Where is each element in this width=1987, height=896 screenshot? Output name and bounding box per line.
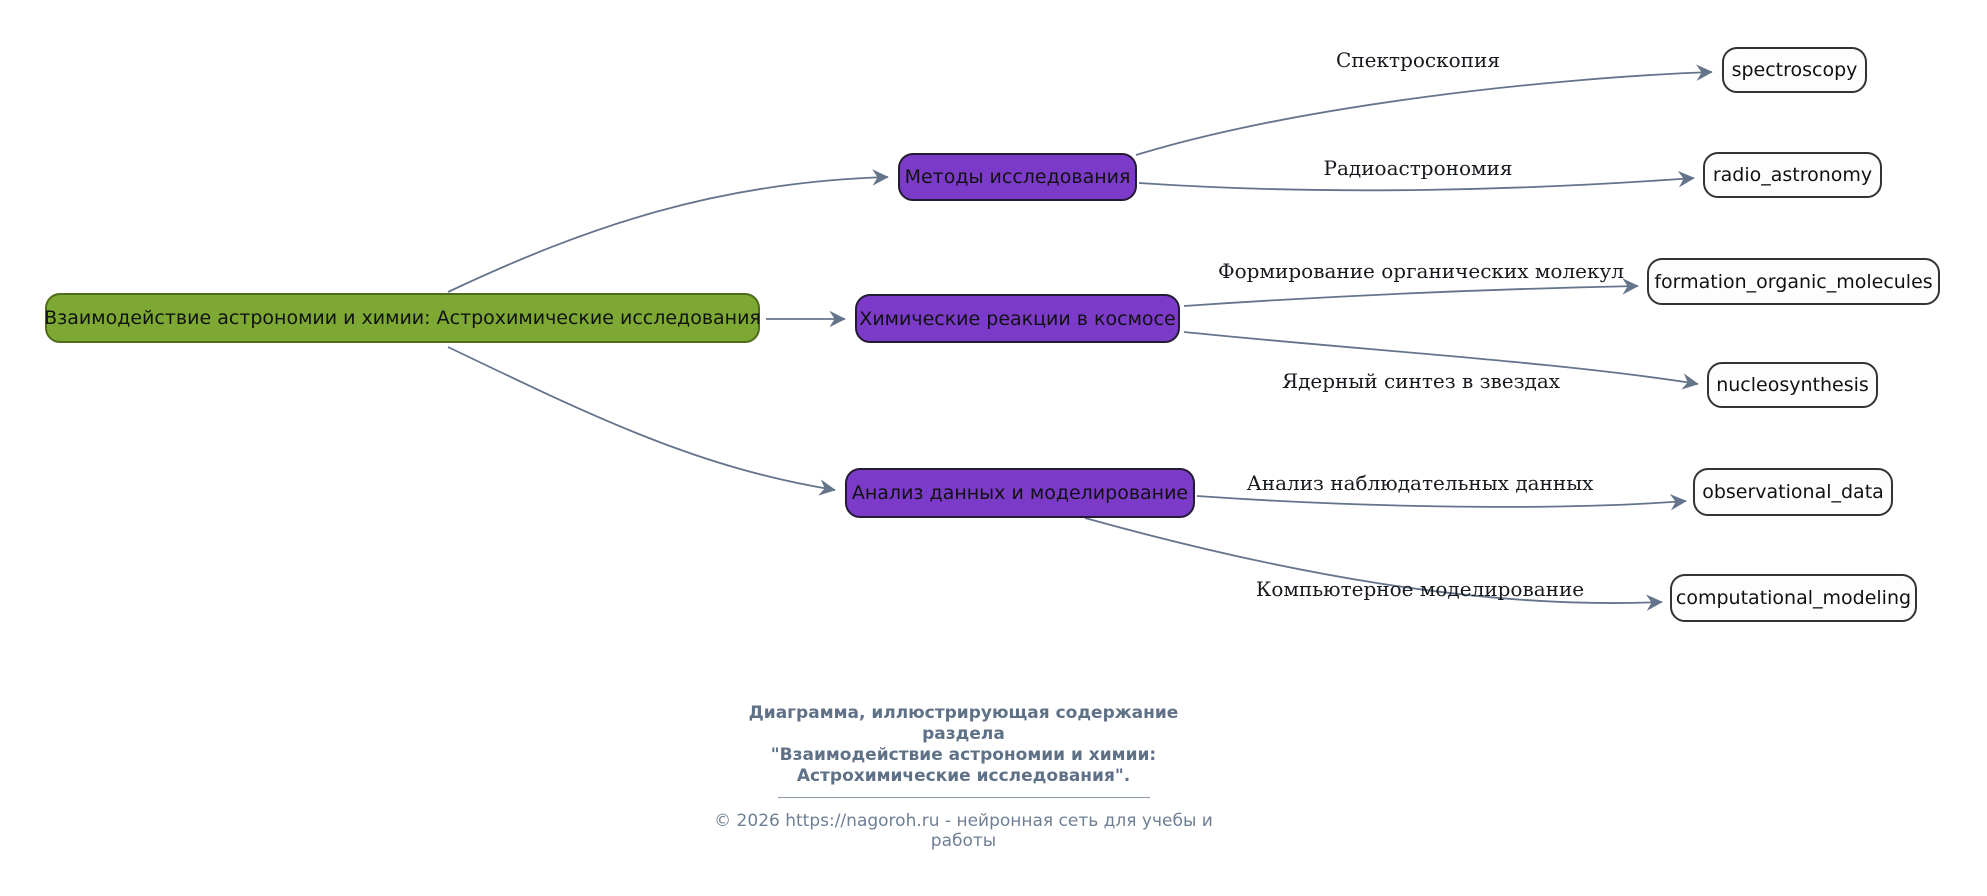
branch-node-label: Анализ данных и моделирование xyxy=(851,482,1189,504)
footer-caption-line: Диаграмма, иллюстрирующая содержание раздела xyxy=(748,703,1179,744)
diagram-footer xyxy=(711,703,1216,851)
footer-caption-line: "Взаимодействие астрономии и химии: xyxy=(770,745,1157,765)
root-node-label: Взаимодействие астрономии и химии: Астрохимические исследования xyxy=(44,307,761,329)
edge-label-computational-modeling: Компьютерное моделирование xyxy=(1255,577,1585,601)
leaf-node-label: observational_data xyxy=(1702,481,1884,503)
leaf-node-radio-astronomy xyxy=(1703,152,1882,198)
edge-chemical-formation xyxy=(1184,286,1638,306)
edge-analysis-observational xyxy=(1197,496,1686,507)
branch-node-methods xyxy=(898,153,1137,201)
branch-node-chemical-reactions xyxy=(855,294,1180,343)
leaf-node-label: radio_astronomy xyxy=(1712,164,1873,186)
leaf-node-formation-organic-molecules xyxy=(1647,258,1940,305)
branch-node-label: Химические реакции в космосе xyxy=(859,307,1176,330)
edge-label-spectroscopy: Спектроскопия xyxy=(1336,48,1500,72)
edge-label-radio-astronomy: Радиоастрономия xyxy=(1323,156,1513,180)
leaf-node-label: spectroscopy xyxy=(1731,59,1858,81)
branch-node-data-analysis xyxy=(845,468,1195,518)
edge-methods-spectroscopy xyxy=(1136,72,1712,155)
leaf-node-nucleosynthesis xyxy=(1707,362,1878,408)
root-node xyxy=(45,293,760,343)
leaf-node-label: computational_modeling xyxy=(1675,587,1912,609)
leaf-node-computational-modeling xyxy=(1670,574,1917,622)
edge-label-observational-data: Анализ наблюдательных данных xyxy=(1246,471,1594,495)
footer-caption-line: Астрохимические исследования". xyxy=(796,766,1131,786)
leaf-node-spectroscopy xyxy=(1722,47,1867,93)
edge-label-nucleosynthesis: Ядерный синтез в звездах xyxy=(1281,369,1561,393)
branch-node-label: Методы исследования xyxy=(904,166,1131,188)
edge-root-methods xyxy=(448,177,888,292)
edge-label-formation-organic-molecules: Формирование органических молекул xyxy=(1218,259,1624,283)
leaf-node-label: nucleosynthesis xyxy=(1716,374,1869,396)
leaf-node-label: formation_organic_molecules xyxy=(1654,270,1933,293)
footer-copyright: © 2026 https://nagoroh.ru - нейронная сеть для учебы и работы xyxy=(714,811,1213,851)
footer-divider xyxy=(778,797,1150,798)
edge-root-analysis xyxy=(448,347,835,490)
leaf-node-observational-data xyxy=(1693,468,1893,516)
